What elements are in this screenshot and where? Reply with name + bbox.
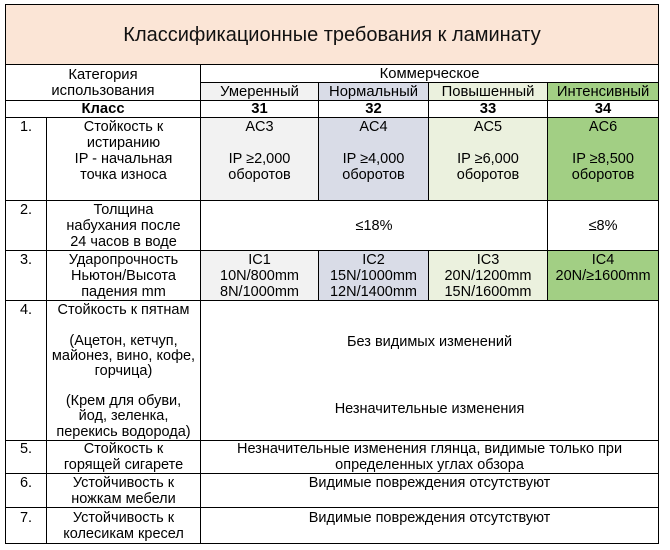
abrasion-ip: IP ≥6,000 оборотов: [456, 151, 520, 183]
abrasion-ip: IP ≥2,000 оборотов: [228, 151, 291, 183]
abrasion-ip: IP ≥8,500 оборотов: [571, 151, 635, 183]
row-number: 3.: [6, 251, 47, 301]
furniture-legs-row: [6, 474, 659, 508]
criterion-note: Ньютон/Высота падения mm: [71, 268, 176, 300]
impact-value-33: [429, 251, 548, 301]
stains-results: [201, 301, 659, 441]
abrasion-value-32: [319, 118, 429, 201]
stain-agents-group-1: (Ацетон, кетчуп, майонез, вино, кофе, горчица): [51, 333, 196, 380]
class-32: 32: [319, 101, 429, 118]
impact-value-32: [319, 251, 429, 301]
row-number: 4.: [6, 301, 47, 441]
chair-casters-criterion: Устойчивость к колесикам кресел: [47, 508, 201, 544]
abrasion-class-code: AC4: [359, 119, 388, 135]
row-number: 7.: [6, 508, 47, 544]
abrasion-criterion: [47, 118, 201, 201]
impact-value-34: [548, 251, 659, 301]
abrasion-value-31: [201, 118, 319, 201]
stain-result-group-2: Незначительные изменения: [334, 401, 525, 417]
swelling-criterion: Толщина набухания после 24 часов в воде: [47, 201, 201, 251]
class-row: [6, 101, 659, 118]
chair-casters-row: [6, 508, 659, 544]
row-number: 6.: [6, 474, 47, 508]
abrasion-ip: IP ≥4,000 оборотов: [342, 151, 405, 183]
impact-class-code: IC4: [591, 252, 615, 268]
level-intensive: Интенсивный: [548, 83, 659, 101]
cigarette-criterion: Стойкость к горящей сигарете: [47, 441, 201, 474]
stain-result-group-1: Без видимых изменений: [347, 334, 513, 350]
row-number: 1.: [6, 118, 47, 201]
title-row: [6, 5, 659, 65]
abrasion-value-33: [429, 118, 548, 201]
abrasion-class-code: AC5: [473, 119, 503, 135]
class-33: 33: [429, 101, 548, 118]
class-34: 34: [548, 101, 659, 118]
swelling-value-34: ≤8%: [548, 201, 659, 251]
document-sheet: [5, 4, 658, 544]
abrasion-row: [6, 118, 659, 201]
criterion-label: Ударопрочность: [68, 252, 179, 268]
stains-criterion: [47, 301, 201, 441]
cigarette-row: [6, 441, 659, 474]
criterion-label: Стойкость к истиранию: [83, 119, 164, 151]
class-label: Класс: [6, 101, 201, 118]
furniture-legs-criterion: Устойчивость к ножкам мебели: [47, 474, 201, 508]
impact-criterion: [47, 251, 201, 301]
impact-class-code: IC1: [248, 252, 271, 268]
stains-row: [6, 301, 659, 441]
level-high: Повышенный: [429, 83, 548, 101]
impact-spec: 15N/1000mm 12N/1400mm: [329, 268, 418, 300]
commercial-group-header: Коммерческое: [201, 65, 659, 83]
class-31: 31: [201, 101, 319, 118]
cigarette-result: Незначительные изменения глянца, видимые только при определенных углах обзора: [201, 441, 659, 474]
swelling-row: [6, 201, 659, 251]
impact-class-code: IC2: [362, 252, 385, 268]
row-number: 2.: [6, 201, 47, 251]
level-normal: Нормальный: [319, 83, 429, 101]
level-moderate: Умеренный: [201, 83, 319, 101]
impact-row: [6, 251, 659, 301]
impact-spec: 20N/≥1600mm: [555, 268, 651, 284]
abrasion-value-34: [548, 118, 659, 201]
furniture-legs-result: Видимые повреждения отсутствуют: [201, 474, 659, 508]
table-title: Классификационные требования к ламинату: [6, 5, 659, 65]
impact-spec: 10N/800mm 8N/1000mm: [220, 268, 299, 300]
impact-value-31: [201, 251, 319, 301]
header-row-group: [6, 65, 659, 83]
abrasion-class-code: AC3: [245, 119, 274, 135]
stain-agents-group-2: (Крем для обуви, йод, зеленка, перекись водорода): [56, 393, 191, 440]
impact-class-code: IC3: [476, 252, 500, 268]
chair-casters-result: Видимые повреждения отсутствуют: [201, 508, 659, 544]
swelling-value-31-33: ≤18%: [201, 201, 548, 251]
criterion-note: IP - начальная точка износа: [74, 151, 173, 183]
abrasion-class-code: AC6: [588, 119, 618, 135]
laminate-classification-table: [5, 4, 659, 544]
criterion-label: Стойкость к пятнам: [57, 302, 190, 318]
usage-category-header: Категория использования: [6, 65, 201, 101]
impact-spec: 20N/1200mm 15N/1600mm: [444, 268, 532, 300]
row-number: 5.: [6, 441, 47, 474]
